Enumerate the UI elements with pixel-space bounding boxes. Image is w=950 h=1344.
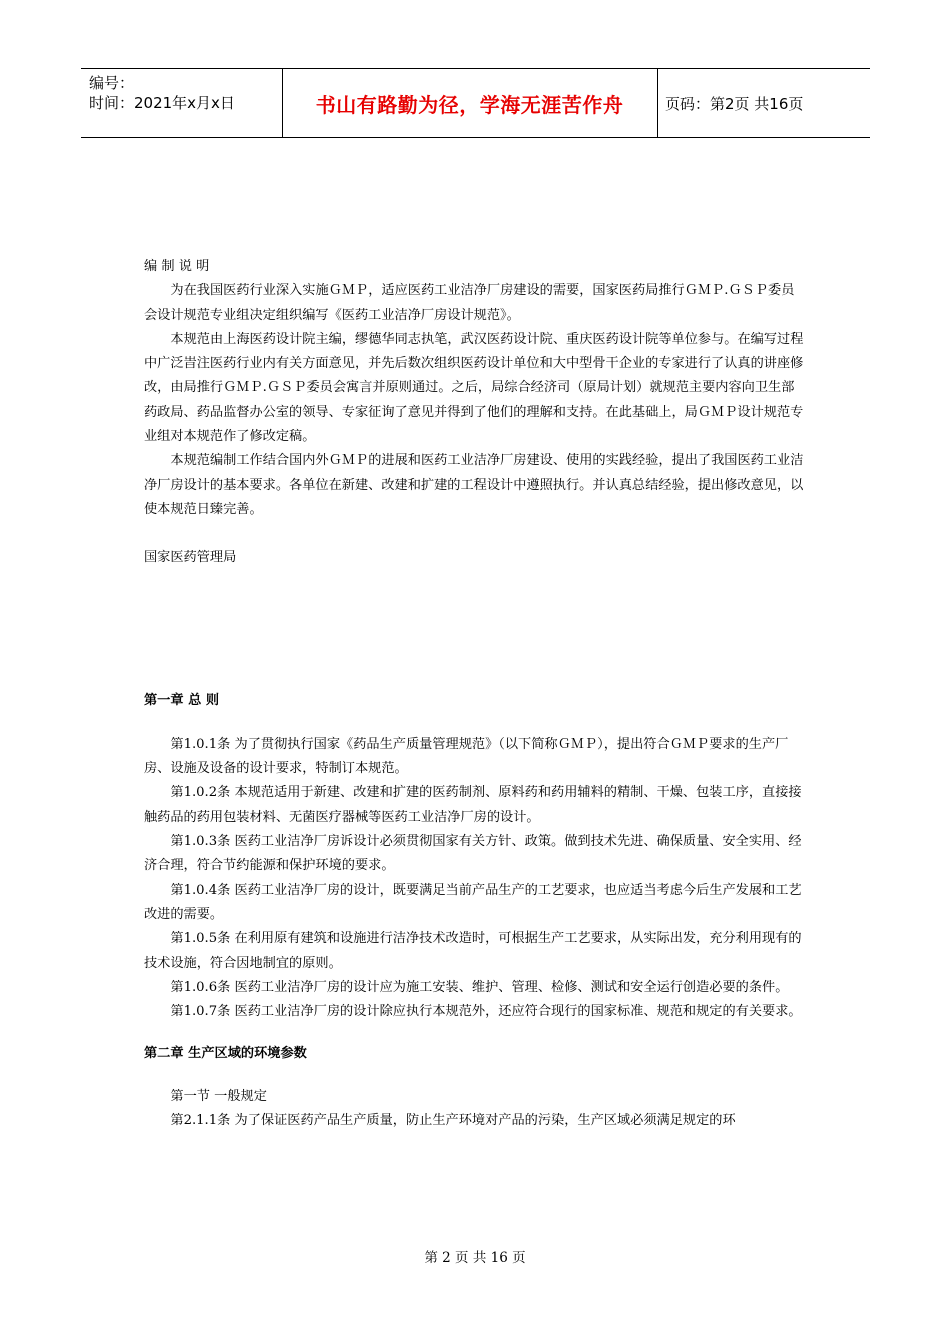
preface-signature: 国家医药管理局 <box>144 550 237 566</box>
header-info <box>89 73 279 113</box>
article-paragraph: 第1.0.2条 本规范适用于新建、改建和扩建的医药制剂、原料药和药用辅料的精制、干燥、包装工序，直接接触药品的药用包装材料、无菌医疗器械等医药工业洁净厂房的设计。 <box>144 785 802 825</box>
preface-paragraph: 为在我国医药行业深入实施ＧＭＰ，适应医药工业洁净厂房建设的需要，国家医药局推行ＧＭＰ.ＧＳＰ委员会设计规范专业组决定组织编写《医药工业洁净厂房设计规范》。 <box>144 283 795 323</box>
chapter-2-section-title: 第一节 一般规定 <box>170 1088 267 1104</box>
article-paragraph: 第1.0.6条 医药工业洁净厂房的设计应为施工安装、维护、管理、检修、测试和安全运行创造必要的条件。 <box>170 979 789 995</box>
document-number-label: 编号： <box>89 74 135 92</box>
document-time-label: 时间：2021年x月x日 <box>89 94 235 112</box>
article-paragraph: 第1.0.1条 为了贯彻执行国家《药品生产质量管理规范》（以下简称ＧＭＰ），提出符合ＧＭＰ要求的生产厂房、设施及设备的设计要求，特制订本规范。 <box>144 736 789 777</box>
article-paragraph: 第1.0.3条 医药工业洁净厂房诉设计必须贯彻国家有关方针、政策。做到技术先进、确保质量、安全实用、经济合理，符合节约能源和保护环境的要求。 <box>144 834 802 874</box>
header-page-label: 页码：第2页 共16页 <box>665 94 804 113</box>
article-paragraph: 第2.1.1条 为了保证医药产品生产质量，防止生产环境对产品的污染，生产区域必须满足规定的环 <box>170 1113 736 1129</box>
article-paragraph: 第1.0.7条 医药工业洁净厂房的设计除应执行本规范外，还应符合现行的国家标准、规范和规定的有关要求。 <box>170 1004 802 1020</box>
article-paragraph: 第1.0.4条 医药工业洁净厂房的设计，既要满足当前产品生产的工艺要求，也应适当考虑今后生产发展和工艺改进的需要。 <box>144 882 802 922</box>
header-motto: 书山有路勤为径，学海无涯苦作舟 <box>315 92 624 117</box>
page-footer: 第 2 页 共 16 页 <box>424 1250 526 1266</box>
document-body <box>144 255 806 1133</box>
page-header <box>81 68 870 138</box>
chapter-2-title: 第二章 生产区域的环境参数 <box>144 1046 307 1062</box>
section-title-preface: 编 制 说 明 <box>144 259 210 274</box>
preface-paragraph: 本规范由上海医药设计院主编，缪德华同志执笔，武汉医药设计院、重庆医药设计院等单位参与。在编写过程中广泛旹注医药行业内有关方面意见，并先后数次组织医药设计单位和大中型骨干企业的专家进行了认真的讲座修改，由局推行ＧＭＰ.ＧＳＰ委员会寓言并原则通过。之后，局综合经济司（原局计划）就规范主要内容向卫生部药政局、药品监督办公室的领导、专家征询了意见并得到了他们的理解和支持。在此基础上，局ＧＭＰ设计规范专业组对本规范作了修改定稿。 <box>144 331 804 445</box>
preface-paragraph: 本规范编制工作结合国内外ＧＭＰ的进展和医药工业洁净厂房建设、使用的实践经验，提出了我国医药工业洁净厂房设计的基本要求。各单位在新建、改建和扩建的工程设计中遵照执行。并认真总结经验，提出修改意见，以使本规范日臻完善。 <box>144 453 804 517</box>
chapter-1-articles <box>144 733 806 1025</box>
chapter-1-title: 第一章 总 则 <box>144 692 220 708</box>
article-paragraph: 第1.0.5条 在利用原有建筑和设施进行洁净技术改造时，可根据生产工艺要求，从实际出发，充分利用现有的技术设施，符合因地制宜的原则。 <box>144 931 802 971</box>
header-divider <box>657 69 658 137</box>
